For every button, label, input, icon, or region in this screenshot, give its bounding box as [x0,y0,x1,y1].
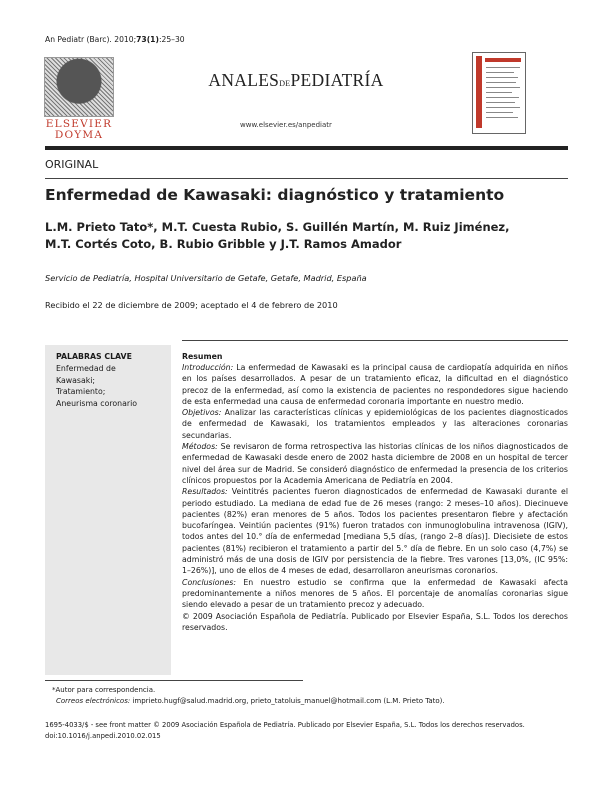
citation-prefix: An Pediatr (Barc). 2010; [45,35,137,44]
issn-line: 1695-4033/$ - see front matter © 2009 Asociación Española de Pediatría. Publicado por Elsevier España, S.L. Todos los derechos reservados. [45,721,525,729]
abstract-methods [182,441,568,486]
abstract-label: Métodos: [182,442,218,452]
cover-band [485,58,521,62]
abstract-divider [182,340,568,341]
cover-line [486,87,520,88]
abstract-text: Se revisaron de forma retrospectiva las historias clínicas de los niños diagnosticados de enfermedad de Kawasaki desde enero de 2002 hasta diciembre de 2008 en un hospital de tercer nivel del área sur de Madrid. Se consideró diagnóstico de enfermedad la presencia de los criterios clínicos propuestos por la Academia Americana de Pediatría en 2004. [182,442,568,485]
abstract-label: Conclusiones: [182,577,236,587]
email-label: Correos electrónicos: [56,697,131,705]
abstract-text: Veintitrés pacientes fueron diagnosticados de enfermedad de Kawasaki durante el periodo estudiado. La mediana de edad fue de 26 meses (rango: 2 meses–10 años). Diecinueve pacientes (82%) eran menores de 5 años. Todos los pacientes presentaron fiebre y afectación bucofaríngea. Veintiún pacientes (91%) fueron tratados con inmunoglobulina intravenosa (IGIV), todos antes del 10.° día de enfermedad [mediana 5,5 días, (rango 2–8 días)]. Diecisiete de estos pacientes (81%) recibieron el tratamiento a partir del 5.° día de fiebre. En un solo caso (4,7%) se administró más de una dosis de IGIV por persistencia de la fiebre. Tres varones [13,0%, (IC 95%: 1–26%)], uno de ellos de 4 meses de edad, desarrollaron aneurismas coronarios. [182,487,568,576]
journal-url-link[interactable]: www.elsevier.es/anpediatr [240,121,332,129]
abstract-objectives [182,407,568,441]
article-title: Enfermedad de Kawasaki: diagnóstico y tratamiento [45,186,505,204]
publisher-name [44,119,114,141]
article-section: ORIGINAL [45,158,99,171]
authors-line: L.M. Prieto Tato*, M.T. Cuesta Rubio, S. Guillén Martín, M. Ruiz Jiménez, [45,220,510,234]
keywords-list [56,363,166,409]
header-divider [45,146,568,150]
citation-pages: :25–30 [158,35,185,44]
received-dates: Recibido el 22 de diciembre de 2009; aceptado el 4 de febrero de 2010 [45,300,338,310]
abstract-introduction [182,362,568,407]
elsevier-tree-icon [44,57,114,117]
citation-volume: 73(1) [136,35,159,44]
journal-citation [45,35,185,44]
abstract-label: Introducción: [182,363,234,372]
article-authors [45,219,565,253]
abstract-copyright: © 2009 Asociación Española de Pediatría. Publicado por Elsevier España, S.L. Todos los derechos reservados. [182,611,568,632]
abstract-label: Objetivos: [182,408,222,418]
journal-cover-thumbnail [472,52,526,134]
journal-title-part-a: ANALES [208,70,280,90]
author-affiliation: Servicio de Pediatría, Hospital Universitario de Getafe, Getafe, Madrid, España [45,273,367,283]
keyword-item: Aneurisma coronario [56,398,138,408]
abstract-results [182,486,568,576]
keyword-item: Kawasaki; [56,375,96,385]
doi-link[interactable]: doi:10.1016/j.anpedi.2010.02.015 [45,732,161,740]
abstract-body [182,362,568,633]
abstract-text: Analizar las características clínicas y epidemiológicas de los pacientes diagnosticados de enfermedad de Kawasaki, los tratamientos empleados y las alteraciones coronarias secundarias. [182,408,568,440]
cover-line [486,72,514,73]
correspondence-note: *Autor para correspondencia. [52,686,156,694]
cover-spine [476,56,482,128]
cover-line [486,97,519,98]
email-note [56,697,445,705]
journal-title [190,70,402,91]
cover-line [486,112,513,113]
keywords-heading: PALABRAS CLAVE [56,352,132,361]
cover-line [486,107,520,108]
section-divider [45,178,568,179]
email-addresses[interactable]: imprieto.hugf@salud.madrid.org, prieto_tatoluis_manuel@hotmail.com (L.M. Prieto Tato). [130,697,445,705]
journal-title-de: DE [279,79,291,88]
cover-line [486,92,512,93]
publisher-logo [44,57,114,139]
abstract-conclusions [182,577,568,611]
journal-title-part-b: PEDIATRÍA [290,70,384,90]
cover-line [486,67,520,68]
keyword-item: Tratamiento; [56,387,106,396]
cover-line [486,117,518,118]
publisher-name-line2: DOYMA [54,129,104,141]
cover-line [486,82,516,83]
abstract-label: Resultados: [182,487,228,497]
publisher-name-line1: ELSEVIER [45,118,113,130]
footnote-divider [45,680,303,681]
authors-line: M.T. Cortés Coto, B. Rubio Gribble y J.T. Ramos Amador [45,237,402,251]
keyword-item: Enfermedad de [56,364,116,373]
abstract-text: La enfermedad de Kawasaki es la principal causa de cardiopatía adquirida en niños en los países desarrollados. A pesar de un tratamiento eficaz, la dificultad en el diagnóstico precoz de la enfermedad, así como la existencia de pacientes no respondedores sigue haciendo de esta enfermedad una causa de enfermedad coronaria importante en nuestro medio. [182,363,568,406]
abstract-text: En nuestro estudio se confirma que la enfermedad de Kawasaki afecta predominantemente a niños menores de 5 años. El porcentaje de anomalías coronarias sigue siendo elevado a pesar de un tratamiento precoz y adecuado. [182,577,568,610]
cover-line [486,102,515,103]
cover-line [486,77,518,78]
abstract-heading: Resumen [182,352,223,361]
